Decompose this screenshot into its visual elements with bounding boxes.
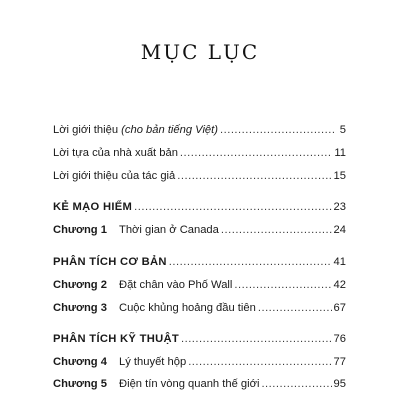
dot-leader — [188, 356, 331, 368]
dot-leader — [261, 378, 331, 390]
toc-chapter-entry — [53, 279, 346, 295]
toc-page-number: 24 — [333, 224, 346, 236]
chapter-number: Chương 1 — [53, 224, 107, 236]
toc-entry-intro-vietnamese — [53, 124, 346, 140]
toc-chapter-entry — [53, 378, 346, 394]
toc-page-number: 41 — [333, 256, 346, 268]
dot-leader — [258, 302, 332, 314]
dot-leader — [177, 170, 331, 182]
dot-leader — [134, 201, 331, 213]
toc-part-heading — [53, 256, 346, 272]
toc-part-title: KẺ MẠO HIỂM — [53, 201, 133, 213]
toc-page-number: 15 — [333, 170, 346, 182]
toc-entry-label: Lời giới thiệu của tác giả — [53, 170, 176, 182]
toc-part-title: PHÂN TÍCH CƠ BẢN — [53, 256, 167, 268]
dot-leader — [221, 224, 332, 236]
dot-leader — [169, 256, 332, 268]
toc-entry-label: Lời giới thiệu (cho bản tiếng Việt) — [53, 124, 218, 136]
page-title: MỤC LỤC — [140, 40, 260, 64]
toc-chapter-entry — [53, 224, 346, 240]
chapter-number: Chương 2 — [53, 279, 107, 291]
toc-page-number: 42 — [333, 279, 346, 291]
toc-part-heading — [53, 201, 346, 217]
toc-chapter-entry — [53, 302, 346, 318]
dot-leader — [234, 279, 331, 291]
toc-entry-author-intro — [53, 170, 346, 186]
toc-entry-publisher-preface — [53, 147, 346, 163]
toc-part-title: PHÂN TÍCH KỸ THUẬT — [53, 333, 179, 345]
toc-page-number: 95 — [333, 378, 346, 390]
chapter-title: Đặt chân vào Phố Wall — [119, 279, 233, 291]
toc-page-number: 67 — [333, 302, 346, 314]
chapter-title: Điện tín vòng quanh thế giới — [119, 378, 260, 390]
toc-page-number: 76 — [333, 333, 346, 345]
toc-chapter-entry — [53, 356, 346, 372]
chapter-title: Lý thuyết hộp — [119, 356, 187, 368]
toc-page-number: 11 — [334, 147, 346, 159]
chapter-number: Chương 5 — [53, 378, 107, 390]
chapter-title: Thời gian ở Canada — [119, 224, 219, 236]
toc-part-heading — [53, 333, 346, 349]
toc-entry-label: Lời tựa của nhà xuất bản — [53, 147, 178, 159]
dot-leader — [181, 333, 332, 345]
chapter-number: Chương 4 — [53, 356, 107, 368]
toc-page-number: 23 — [333, 201, 346, 213]
toc-page-number: 5 — [339, 124, 346, 136]
chapter-title: Cuộc khủng hoảng đầu tiên — [119, 302, 256, 314]
dot-leader — [180, 147, 332, 159]
dot-leader — [220, 124, 334, 136]
toc-page-number: 77 — [333, 356, 346, 368]
chapter-number: Chương 3 — [53, 302, 107, 314]
